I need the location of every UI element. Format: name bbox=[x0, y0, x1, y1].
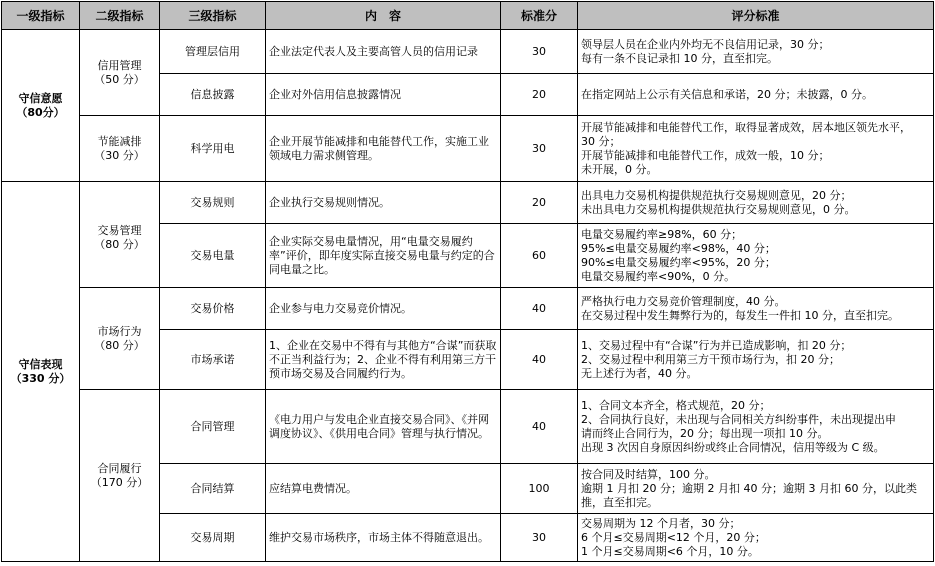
table-row bbox=[2, 182, 934, 224]
score-cell: 30 bbox=[501, 30, 578, 74]
level1-name: 守信表现 bbox=[18, 357, 63, 371]
content-cell: 企业开展节能减排和电能替代工作，实施工业领域电力需求侧管理。 bbox=[266, 116, 501, 182]
criteria-cell bbox=[578, 330, 934, 390]
level1-cell bbox=[2, 30, 80, 182]
level3-cell: 管理层信用 bbox=[160, 30, 266, 74]
criteria-line: 未开展，0 分。 bbox=[581, 162, 658, 176]
content-cell: 企业法定代表人及主要高管人员的信用记录 bbox=[266, 30, 501, 74]
level2-cell bbox=[80, 116, 160, 182]
criteria-line: 在指定网站上公示有关信息和承诺，20 分；未披露，0 分。 bbox=[581, 87, 873, 101]
header-level3: 三级指标 bbox=[160, 2, 266, 30]
criteria-cell bbox=[578, 74, 934, 116]
criteria-line: 开展节能减排和电能替代工作，取得显著成效，居本地区领先水平， bbox=[581, 120, 911, 134]
criteria-line: 交易周期为 12 个月者，30 分； bbox=[581, 516, 741, 530]
level3-cell: 交易周期 bbox=[160, 514, 266, 562]
level3-cell: 交易规则 bbox=[160, 182, 266, 224]
content-cell: 企业对外信用信息披露情况 bbox=[266, 74, 501, 116]
score-cell: 20 bbox=[501, 182, 578, 224]
criteria-cell bbox=[578, 182, 934, 224]
level2-points: （30 分） bbox=[94, 148, 145, 162]
score-cell: 20 bbox=[501, 74, 578, 116]
criteria-line: 请而终止合同行为，20 分；每出现一项扣 10 分。 bbox=[581, 426, 829, 440]
content-cell: 1、企业在交易中不得有与其他方“合谋”而获取不正当利益行为；2、企业不得有利用第三方干预市场交易及合同履约行为。 bbox=[266, 330, 501, 390]
table-row bbox=[2, 30, 934, 74]
level2-cell bbox=[80, 288, 160, 390]
criteria-cell bbox=[578, 224, 934, 288]
level2-cell bbox=[80, 182, 160, 288]
score-cell: 40 bbox=[501, 288, 578, 330]
content-cell: 应结算电费情况。 bbox=[266, 464, 501, 514]
level2-points: （50 分） bbox=[94, 72, 145, 86]
criteria-cell bbox=[578, 390, 934, 464]
table-row bbox=[2, 390, 934, 464]
level1-points: （330 分） bbox=[10, 371, 71, 385]
level1-name: 守信意愿 bbox=[18, 91, 63, 105]
criteria-line: 出具电力交易机构提供规范执行交易规则意见，20 分； bbox=[581, 188, 852, 202]
criteria-cell bbox=[578, 514, 934, 562]
score-cell: 30 bbox=[501, 514, 578, 562]
content-cell: 维护交易市场秩序，市场主体不得随意退出。 bbox=[266, 514, 501, 562]
level3-cell: 合同管理 bbox=[160, 390, 266, 464]
level2-cell bbox=[80, 390, 160, 562]
level3-cell: 交易价格 bbox=[160, 288, 266, 330]
criteria-line: 无上述行为者，40 分。 bbox=[581, 366, 698, 380]
criteria-line: 逾期 1 月扣 20 分；逾期 2 月扣 40 分；逾期 3 月扣 60 分，以此类 bbox=[581, 481, 917, 495]
level3-cell: 合同结算 bbox=[160, 464, 266, 514]
level2-name: 信用管理 bbox=[97, 58, 142, 72]
content-cell: 企业参与电力交易竞价情况。 bbox=[266, 288, 501, 330]
credit-evaluation-table bbox=[1, 1, 934, 562]
criteria-line: 推，直至扣完。 bbox=[581, 495, 658, 509]
criteria-line: 严格执行电力交易竞价管理制度，40 分。 bbox=[581, 294, 786, 308]
criteria-line: 按合同及时结算，100 分。 bbox=[581, 467, 716, 481]
criteria-line: 1、合同文本齐全，格式规范，20 分； bbox=[581, 398, 771, 412]
criteria-line: 未出具电力交易机构提供规范执行交易规则意见，0 分。 bbox=[581, 202, 856, 216]
criteria-cell bbox=[578, 464, 934, 514]
criteria-line: 95%≤电量交易履约率<98%，40 分； bbox=[581, 241, 776, 255]
criteria-line: 开展节能减排和电能替代工作，成效一般，10 分； bbox=[581, 148, 830, 162]
level2-points: （80 分） bbox=[94, 338, 145, 352]
criteria-cell bbox=[578, 30, 934, 74]
content-cell: 企业实际交易电量情况，用“电量交易履约率”评价，即年度实际直接交易电量与约定的合同电量之比。 bbox=[266, 224, 501, 288]
criteria-line: 2、合同执行良好，未出现与合同相关方纠纷事件，未出现提出申 bbox=[581, 412, 896, 426]
score-cell: 100 bbox=[501, 464, 578, 514]
criteria-line: 每有一条不良记录扣 10 分，直至扣完。 bbox=[581, 51, 778, 65]
level2-points: （170 分） bbox=[90, 475, 149, 489]
score-cell: 40 bbox=[501, 390, 578, 464]
header-criteria: 评分标准 bbox=[578, 2, 934, 30]
criteria-line: 30 分； bbox=[581, 134, 621, 148]
level3-cell: 市场承诺 bbox=[160, 330, 266, 390]
level1-cell bbox=[2, 182, 80, 562]
level2-points: （80 分） bbox=[94, 238, 145, 251]
criteria-line: 电量交易履约率≥98%，60 分； bbox=[581, 227, 743, 241]
table-row bbox=[2, 288, 934, 330]
criteria-line: 1、交易过程中有“合谋”行为并已造成影响，扣 20 分； bbox=[581, 338, 852, 352]
criteria-line: 6 个月≤交易周期<12 个月，20 分； bbox=[581, 530, 766, 544]
content-cell: 《电力用户与发电企业直接交易合同》、《并网调度协议》、《供用电合同》管理与执行情况。 bbox=[266, 390, 501, 464]
criteria-line: 出现 3 次因自身原因纠纷或终止合同情况，信用等级为 C 级。 bbox=[581, 440, 885, 454]
score-cell: 30 bbox=[501, 116, 578, 182]
criteria-line: 在交易过程中发生舞弊行为的，每发生一件扣 10 分，直至扣完。 bbox=[581, 308, 899, 322]
table-row bbox=[2, 116, 934, 182]
level1-points: （80分） bbox=[16, 105, 65, 119]
level2-name: 节能减排 bbox=[97, 134, 142, 148]
criteria-line: 1 个月≤交易周期<6 个月，10 分。 bbox=[581, 544, 759, 558]
level2-name: 交易管理 bbox=[97, 224, 142, 237]
criteria-line: 电量交易履约率<90%，0 分。 bbox=[581, 269, 736, 283]
content-cell: 企业执行交易规则情况。 bbox=[266, 182, 501, 224]
header-content: 内 容 bbox=[266, 2, 501, 30]
level2-cell bbox=[80, 30, 160, 116]
header-row bbox=[2, 2, 934, 30]
header-level2: 二级指标 bbox=[80, 2, 160, 30]
criteria-line: 2、交易过程中利用第三方干预市场行为，扣 20 分； bbox=[581, 352, 840, 366]
criteria-line: 90%≤电量交易履约率<95%，20 分； bbox=[581, 255, 776, 269]
header-score: 标准分 bbox=[501, 2, 578, 30]
level3-cell: 交易电量 bbox=[160, 224, 266, 288]
level3-cell: 科学用电 bbox=[160, 116, 266, 182]
criteria-cell bbox=[578, 116, 934, 182]
header-level1: 一级指标 bbox=[2, 2, 80, 30]
level3-cell: 信息披露 bbox=[160, 74, 266, 116]
score-cell: 60 bbox=[501, 224, 578, 288]
criteria-cell bbox=[578, 288, 934, 330]
level2-name: 合同履行 bbox=[97, 461, 142, 475]
level2-name: 市场行为 bbox=[97, 324, 142, 338]
criteria-line: 领导层人员在企业内外均无不良信用记录，30 分； bbox=[581, 37, 830, 51]
score-cell: 40 bbox=[501, 330, 578, 390]
